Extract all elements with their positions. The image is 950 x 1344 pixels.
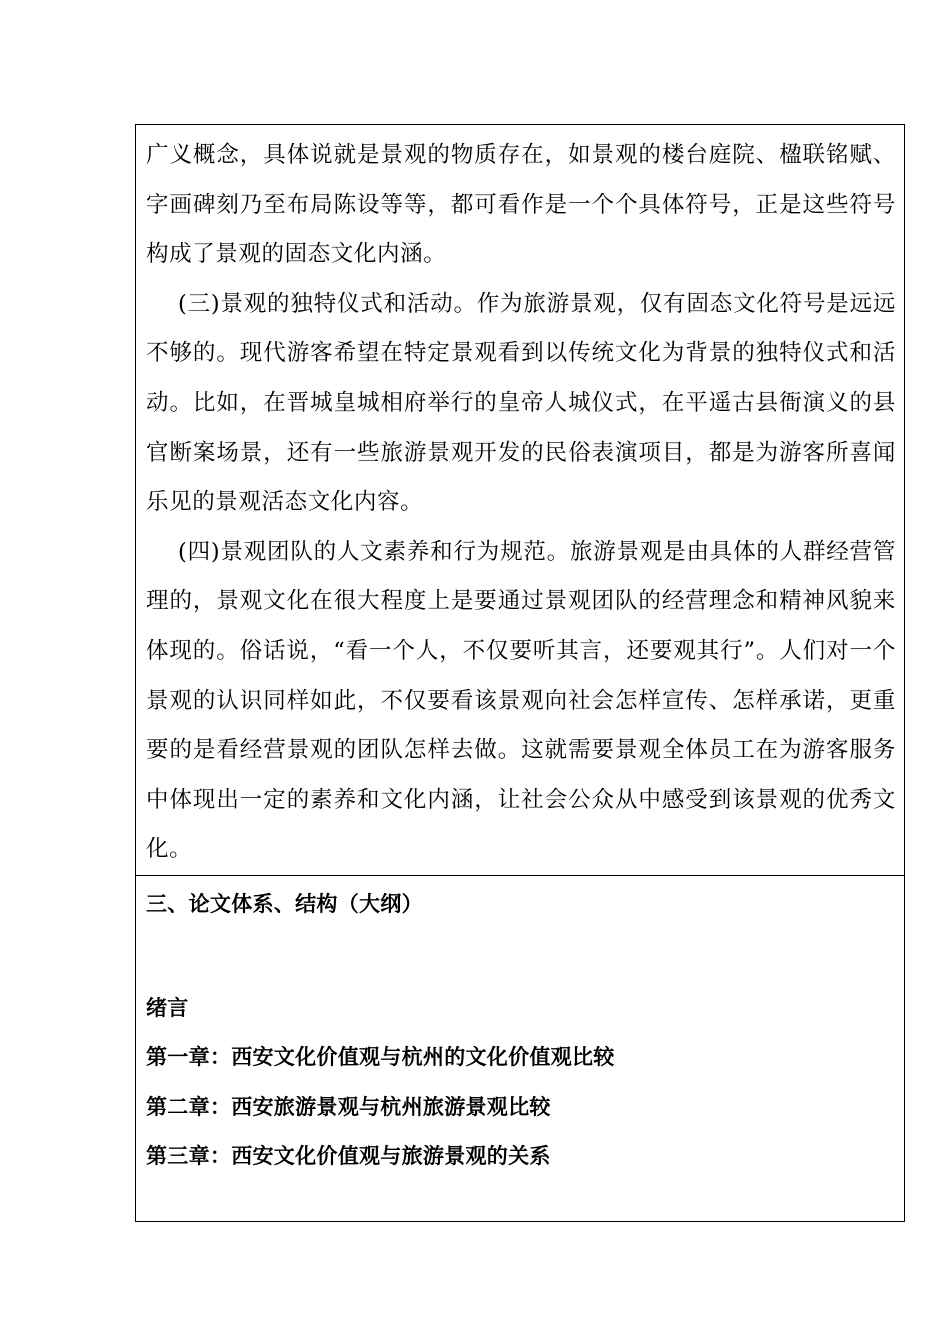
table-row [136, 125, 905, 876]
body-paragraph: (三)景观的独特仪式和活动。作为旅游景观，仅有固态文化符号是远远不够的。现代游客希望在特定景观看到以传统文化为背景的独特仪式和活动。比如，在晋城皇城相府举行的皇帝人城仪式，在平遥古县衙演义的县官断案场景，还有一些旅游景观开发的民俗表演项目，都是为游客所喜闻乐见的景观活态文化内容。 [146, 290, 896, 516]
outline-item-chapter-2: 第二章：西安旅游景观与杭州旅游景观比较 [146, 1093, 551, 1119]
body-paragraph: (四)景观团队的人文素养和行为规范。旅游景观是由具体的人群经营管理的，景观文化在很大程度上是要通过景观团队的经营理念和精神风貌来体现的。俗话说，“看一个人，不仅要听其言，还要观其行”。人们对一个景观的认识同样如此，不仅要看该景观向社会怎样宣传、怎样承诺，更重要的是看经营景观的团队怎样去做。这就需要景观全体员工在为游客服务中体现出一定的素养和文化内涵，让社会公众从中感受到该景观的优秀文化。 [146, 538, 896, 863]
body-paragraph: 广义概念，具体说就是景观的物质存在，如景观的楼台庭院、楹联铭赋、字画碑刻乃至布局陈设等等，都可看作是一个个具体符号，正是这些符号构成了景观的固态文化内涵。 [146, 142, 896, 268]
outline-item-chapter-3: 第三章：西安文化价值观与旅游景观的关系 [146, 1143, 551, 1169]
table-row [136, 875, 905, 1221]
body-text-cell [136, 125, 905, 876]
outline-cell [136, 875, 905, 1221]
outline-item-preface: 绪言 [146, 994, 189, 1020]
outline-item-chapter-1: 第一章：西安文化价值观与杭州的文化价值观比较 [146, 1044, 615, 1070]
document-table [135, 124, 905, 1222]
section-heading: 三、论文体系、结构（大纲） [146, 890, 423, 916]
